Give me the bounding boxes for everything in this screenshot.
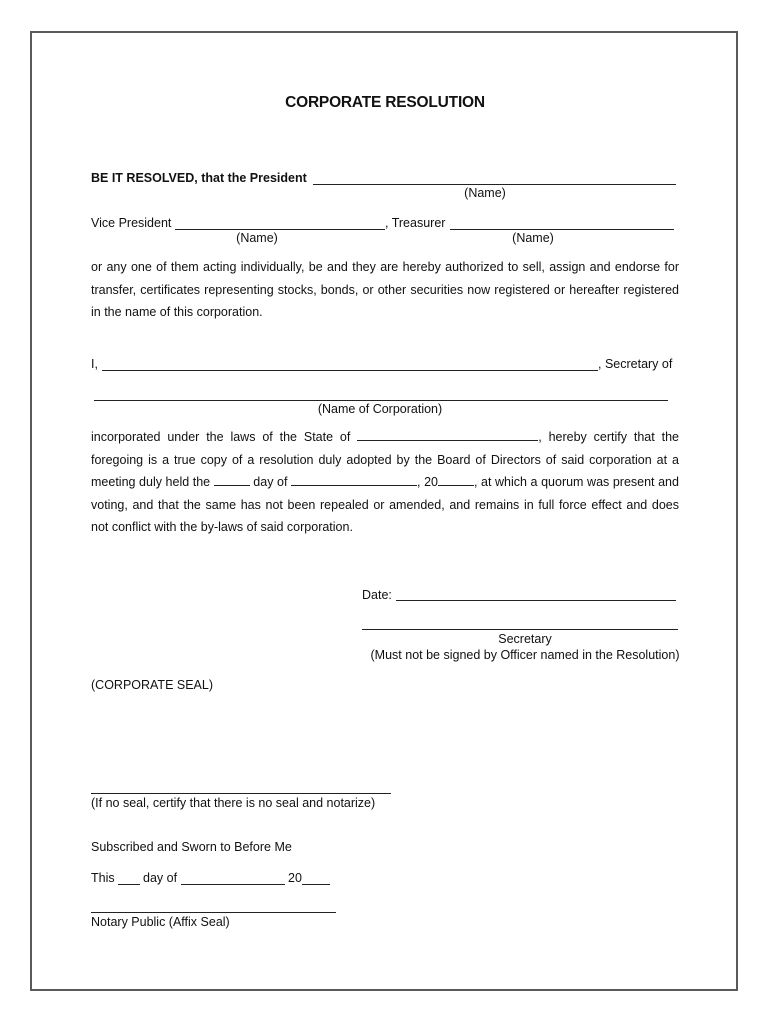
treasurer-label: , Treasurer (385, 216, 446, 230)
corporation-name-line[interactable] (94, 400, 668, 401)
certification-line-5: not conflict with the by-laws of said corporation. (91, 520, 353, 534)
i-label: I, (91, 357, 98, 371)
president-name-caption: (Name) (464, 186, 506, 200)
certification-line-1 (91, 426, 679, 449)
secretary-signature-line[interactable] (362, 629, 678, 630)
authorization-line-1: or any one of them acting individually, be and they are hereby authorized to sell, assign and endorse for (91, 260, 679, 274)
treasurer-name-caption: (Name) (512, 231, 554, 245)
state-label: incorporated under the laws of the State of (91, 430, 351, 444)
corporate-seal-label: (CORPORATE SEAL) (91, 678, 214, 692)
subscribed-label: Subscribed and Sworn to Before Me (91, 840, 292, 854)
resolved-label: BE IT RESOLVED, that the President (91, 171, 307, 185)
year-prefix-label: , 20 (417, 475, 438, 489)
no-seal-note: (If no seal, certify that there is no seal and notarize) (91, 796, 376, 810)
meeting-day-blank[interactable] (214, 474, 250, 486)
vice-president-name-caption: (Name) (236, 231, 278, 245)
this-label: This (91, 871, 115, 885)
certify-label: , hereby certify that the (538, 430, 679, 444)
vice-president-name-line[interactable] (175, 229, 385, 230)
meeting-month-blank[interactable] (291, 474, 417, 486)
corporation-name-caption: (Name of Corporation) (317, 402, 443, 416)
certification-line-4: voting, and that the same has not been repealed or amended, and remains in full force effect and does (91, 497, 679, 512)
seal-certify-line[interactable] (91, 793, 391, 794)
vice-president-label: Vice President (91, 216, 172, 230)
quorum-label: , at which a quorum was present and (473, 475, 679, 489)
secretary-caption: Secretary (498, 632, 552, 646)
notary-year-line[interactable] (302, 884, 330, 885)
secretary-of-label: , Secretary of (598, 357, 673, 371)
president-name-line[interactable] (313, 184, 676, 185)
certification-line-3 (91, 471, 679, 494)
state-blank[interactable] (357, 429, 538, 441)
notary-day-of-label: day of (143, 871, 178, 885)
treasurer-name-line[interactable] (450, 229, 674, 230)
notary-label: Notary Public (Affix Seal) (91, 915, 230, 929)
date-line[interactable] (396, 600, 676, 601)
certification-line-2: foregoing is a true copy of a resolution duly adopted by the Board of Directors of said corporation at a (91, 452, 679, 467)
secretary-name-line[interactable] (102, 370, 598, 371)
authorization-paragraph (91, 256, 679, 324)
day-of-label: day of (253, 475, 288, 489)
notary-year-prefix: 20 (288, 871, 302, 885)
secretary-note: (Must not be signed by Officer named in the Resolution) (370, 648, 680, 662)
certification-paragraph (91, 426, 679, 539)
notary-signature-line[interactable] (91, 912, 336, 913)
authorization-line-2: transfer, certificates representing stocks, bonds, or other securities now registered or hereafter registered (91, 282, 679, 297)
notary-month-line[interactable] (181, 884, 285, 885)
notary-day-line[interactable] (118, 884, 140, 885)
authorization-line-3: in the name of this corporation. (91, 305, 263, 319)
meeting-year-blank[interactable] (438, 474, 474, 486)
date-label: Date: (362, 588, 392, 602)
meeting-label: meeting duly held the (91, 475, 211, 489)
document-title: CORPORATE RESOLUTION (285, 94, 485, 111)
